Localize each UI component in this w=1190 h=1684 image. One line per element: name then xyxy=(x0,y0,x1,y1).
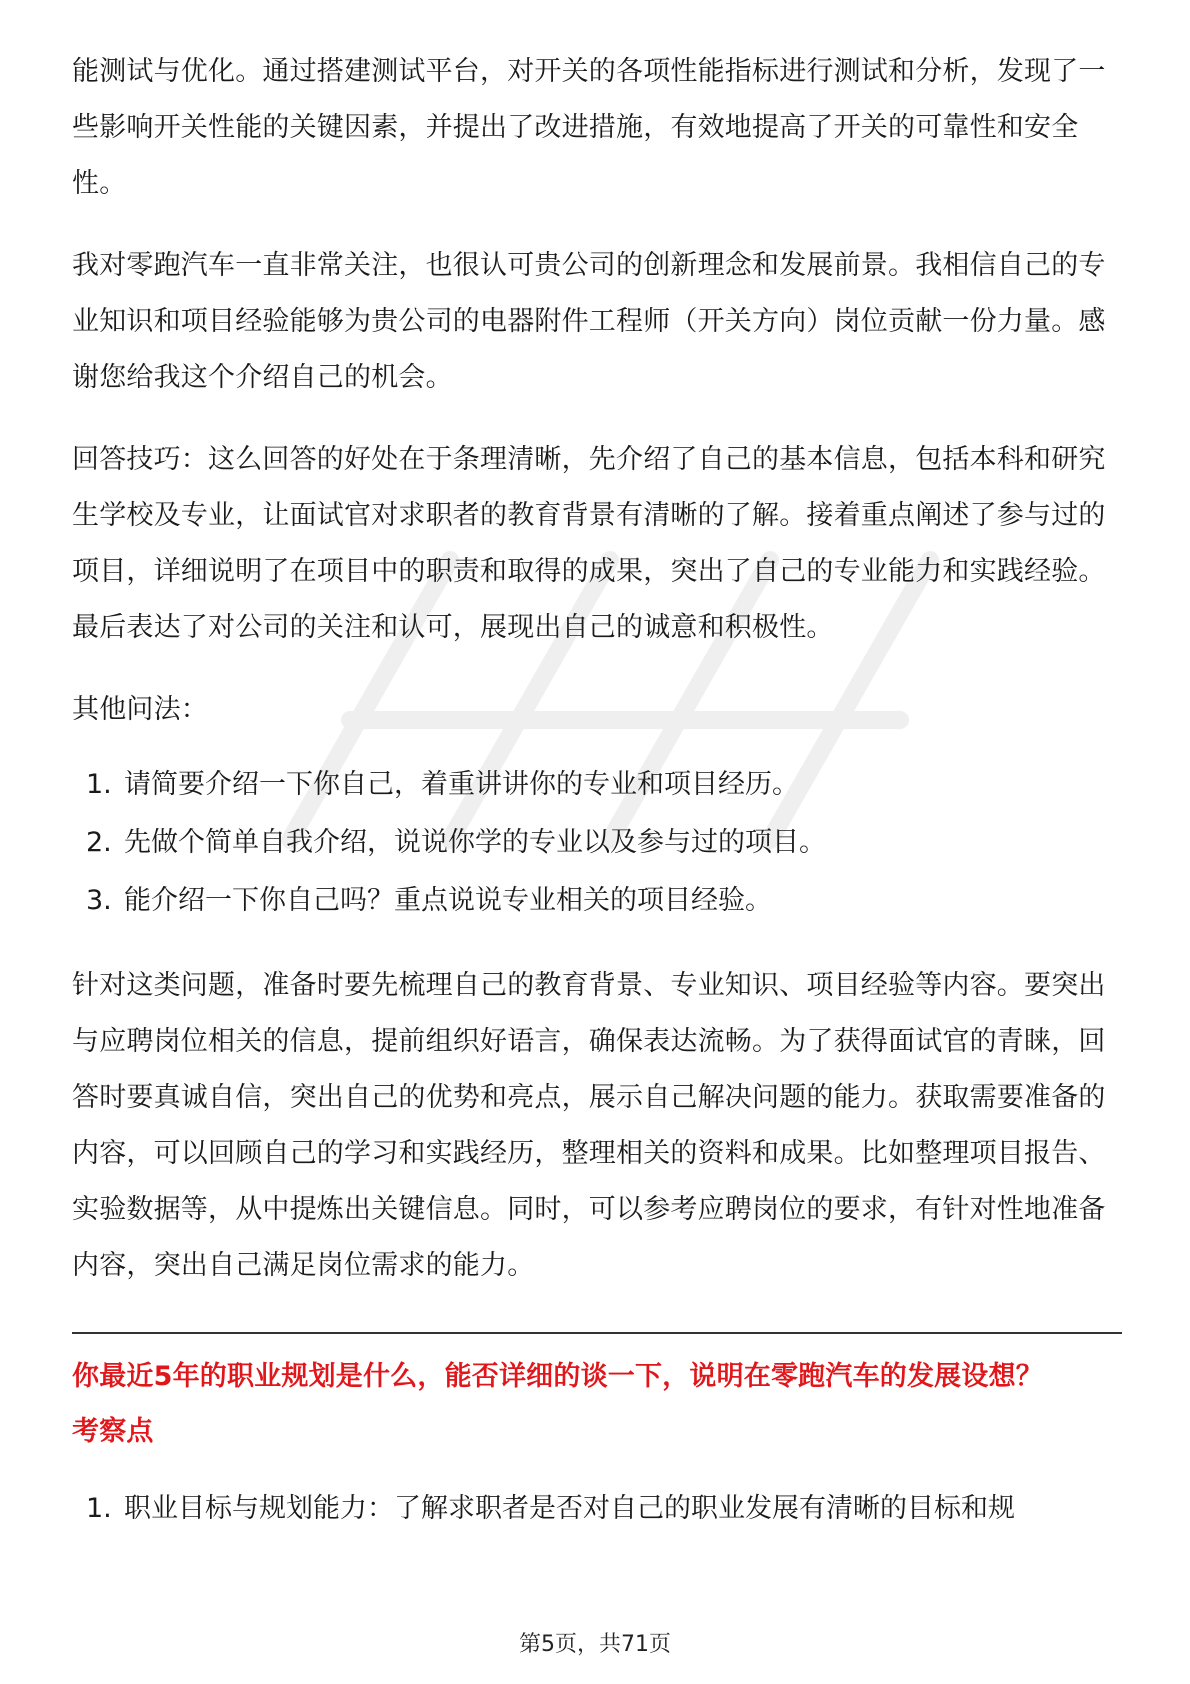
other-questions-list xyxy=(72,756,1122,930)
question-title: 你最近5年的职业规划是什么，能否详细的谈一下，说明在零跑汽车的发展设想？ xyxy=(72,1361,1043,1392)
main-content xyxy=(72,44,1122,1566)
paragraph-preparation-advice: 针对这类问题，准备时要先梳理自己的教育背景、专业知识、项目经验等内容。要突出与应聘岗位相关的信息，提前组织好语言，确保表达流畅。为了获得面试官的青睐，回答时要真诚自信，突出自己的优势和亮点，展示自己解决问题的能力。获取需要准备的内容，可以回顾自己的学习和实践经历，整理相关的资料和成果。比如整理项目报告、实验数据等，从中提炼出关键信息。同时，可以参考应聘岗位的要求，有针对性地准备内容，突出自己满足岗位需求的能力。 xyxy=(72,970,1106,1281)
list-item: 3. 能介绍一下你自己吗？重点说说专业相关的项目经验。 xyxy=(86,885,772,916)
list-item: 2. 先做个简单自我介绍，说说你学的专业以及参与过的项目。 xyxy=(86,827,826,858)
section-divider xyxy=(72,1332,1122,1334)
list-item: 1. 职业目标与规划能力：了解求职者是否对自己的职业发展有清晰的目标和规 xyxy=(86,1493,1015,1524)
page-footer: 第5页，共71页 xyxy=(519,1632,671,1657)
question-subhead: 考察点 xyxy=(72,1416,154,1447)
other-questions-heading: 其他问法： xyxy=(72,694,208,725)
list-item: 1. 请简要介绍一下你自己，着重讲讲你的专业和项目经历。 xyxy=(86,769,799,800)
paragraph-project-result: 能测试与优化。通过搭建测试平台，对开关的各项性能指标进行测试和分析，发现了一些影响开关性能的关键因素，并提出了改进措施，有效地提高了开关的可靠性和安全性。 xyxy=(72,56,1106,199)
paragraph-closing: 我对零跑汽车一直非常关注，也很认可贵公司的创新理念和发展前景。我相信自己的专业知识和项目经验能够为贵公司的电器附件工程师（开关方向）岗位贡献一份力量。感谢您给我这个介绍自己的机会。 xyxy=(72,250,1106,393)
paragraph-answer-tips: 回答技巧：这么回答的好处在于条理清晰，先介绍了自己的基本信息，包括本科和研究生学校及专业，让面试官对求职者的教育背景有清晰的了解。接着重点阐述了参与过的项目，详细说明了在项目中的职责和取得的成果，突出了自己的专业能力和实践经验。最后表达了对公司的关注和认可，展现出自己的诚意和积极性。 xyxy=(72,444,1106,643)
assessment-points-list xyxy=(72,1480,1122,1538)
